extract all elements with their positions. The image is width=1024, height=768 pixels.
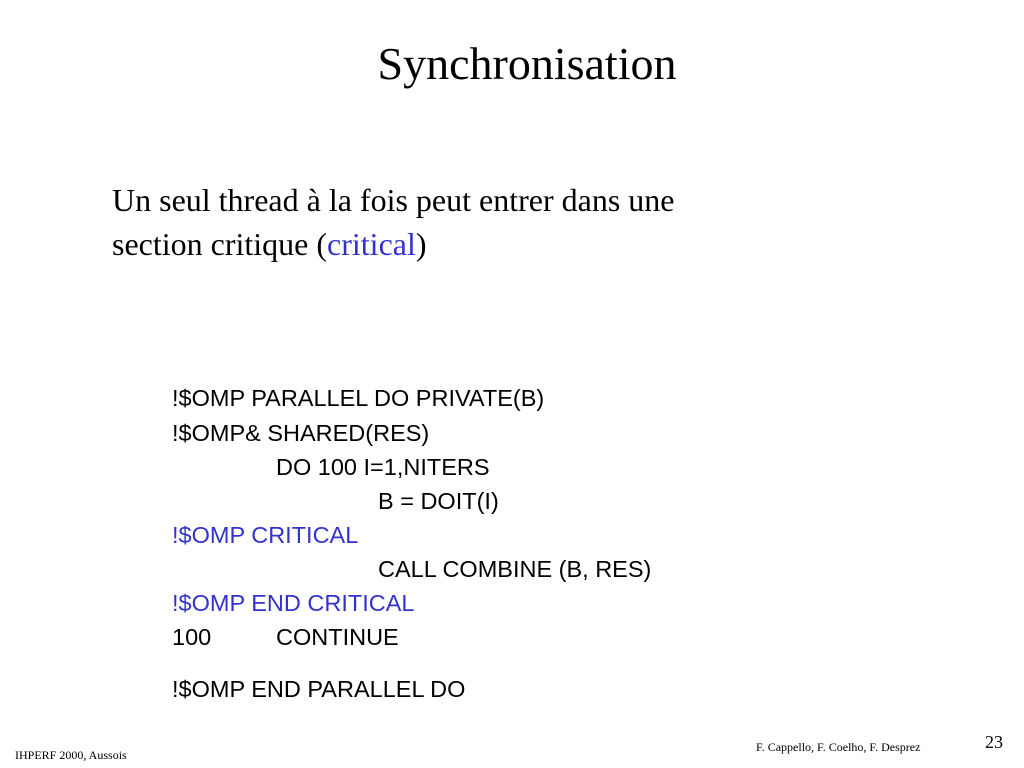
code-line-shared: !$OMP& SHARED(RES): [172, 420, 430, 446]
code-line-doit: B = DOIT(I): [378, 488, 499, 514]
slide-title: Synchronisation: [377, 38, 677, 89]
intro-line-1: Un seul thread à la fois peut entrer dans une: [112, 182, 675, 218]
intro-line-2: [112, 222, 872, 266]
code-line-parallel-do: !$OMP PARALLEL DO PRIVATE(B): [172, 385, 545, 411]
code-line-do-loop: DO 100 I=1,NITERS: [276, 454, 490, 480]
critical-keyword: critical: [327, 226, 416, 262]
footer-conference: IHPERF 2000, Aussois: [15, 748, 127, 762]
intro-line-2-suffix: ): [415, 226, 427, 262]
code-line-end-parallel-do: !$OMP END PARALLEL DO: [172, 676, 466, 702]
page-number: 23: [985, 732, 1003, 752]
code-line-end-critical: !$OMP END CRITICAL: [172, 590, 415, 616]
intro-line-2-prefix: section critique (: [112, 226, 328, 262]
code-line-continue: CONTINUE: [276, 624, 399, 650]
code-line-critical: !$OMP CRITICAL: [172, 522, 359, 548]
code-line-combine: CALL COMBINE (B, RES): [378, 556, 652, 582]
footer-authors: F. Cappello, F. Coelho, F. Desprez: [756, 740, 921, 754]
code-line-continue-label: 100: [172, 624, 212, 650]
intro-text: [112, 178, 872, 266]
